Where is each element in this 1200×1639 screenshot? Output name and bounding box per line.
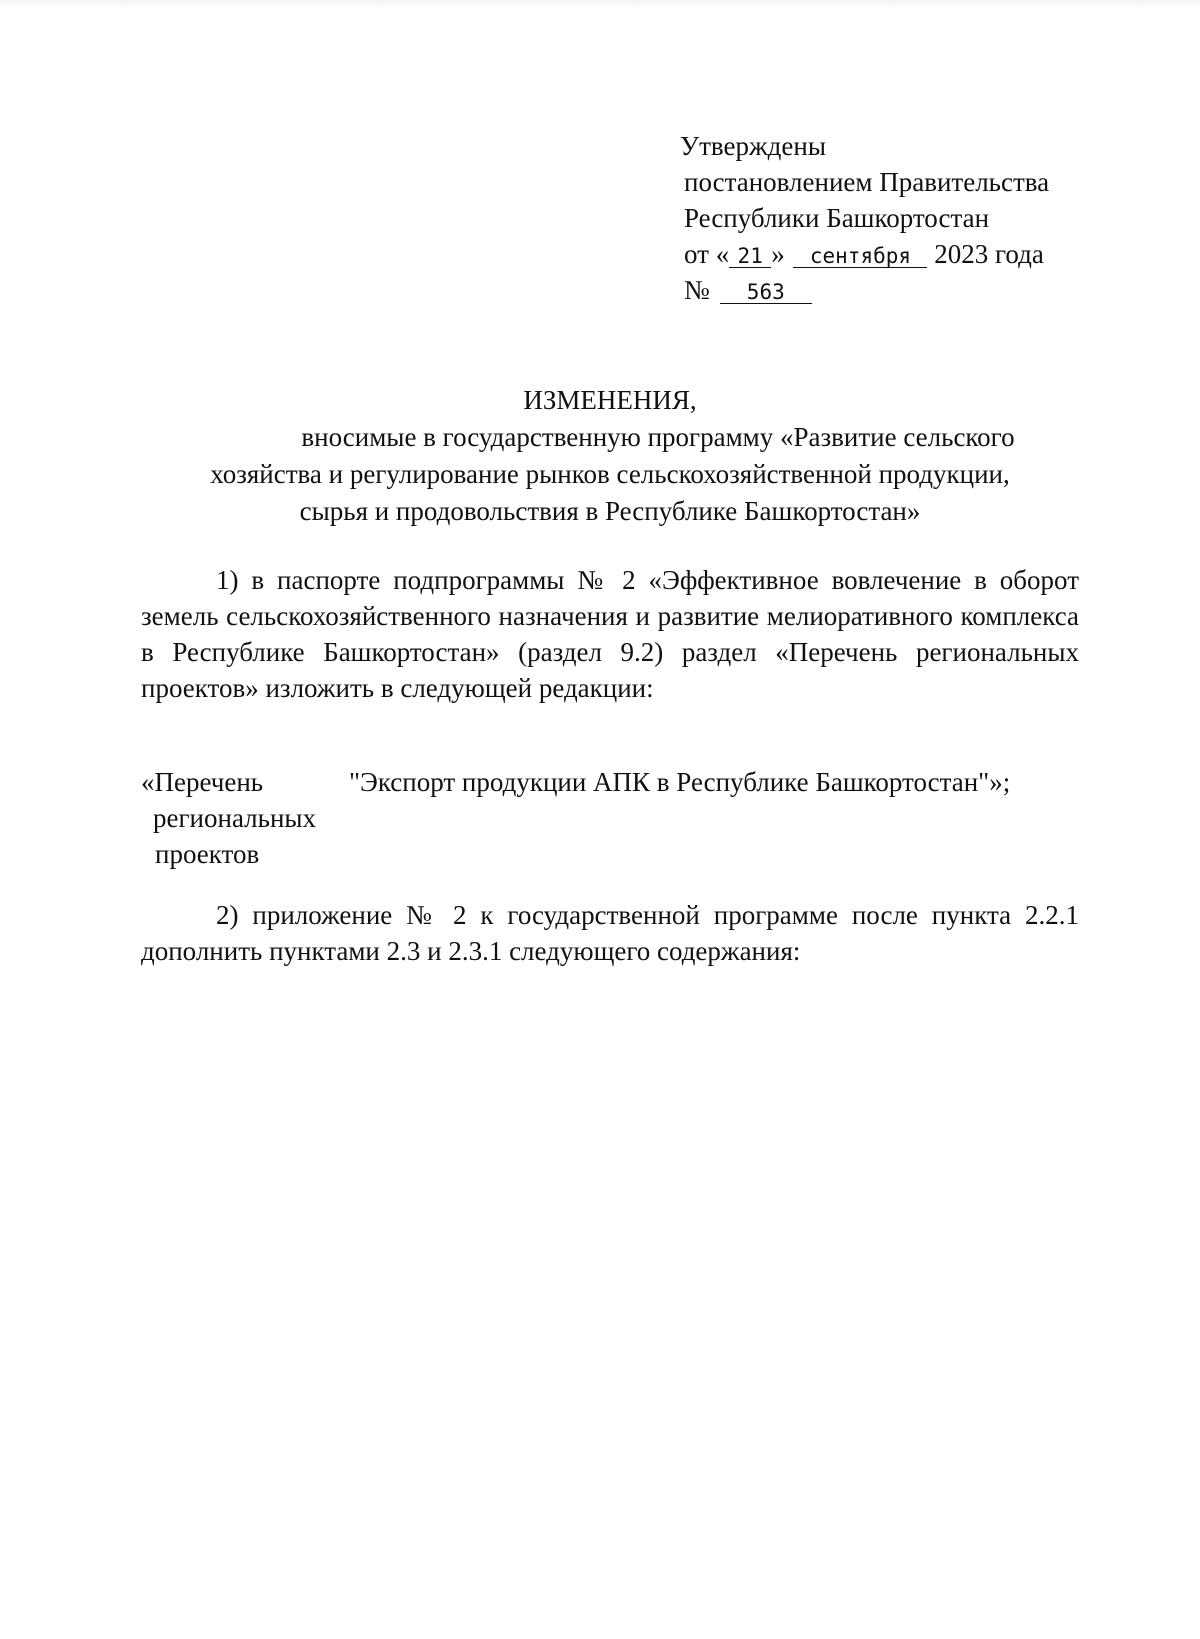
approval-line-resolution: постановлением Правительства — [684, 167, 1050, 197]
title-line-2: хозяйства и регулирование рынков сельскохозяйственной продукции, — [210, 459, 1010, 489]
approval-number-line — [680, 272, 1049, 308]
approval-line-republic: Республики Башкортостан — [684, 203, 990, 233]
title-line-3: сырья и продовольствия в Республике Башкортостан» — [299, 496, 921, 526]
date-day: 21 — [729, 245, 771, 268]
perechen-label-line-2: региональных — [153, 803, 317, 833]
item-2-paragraph: 2) приложение № 2 к государственной программе после пункта 2.2.1 дополнить пунктами 2.3 и 2.3.1 следующего содержания: — [141, 900, 1079, 966]
date-year: 2023 года — [934, 239, 1044, 269]
approval-date-line — [680, 236, 1049, 272]
approval-block — [680, 128, 1049, 308]
item-1-paragraph: 1) в паспорте подпрограммы № 2 «Эффективное вовлечение в оборот земель сельскохозяйственного назначения и развитие мелиоративного комплекса в Республике Башкортостан» (раздел 9.2) раздел «Перечень региональных проектов» изложить в следующей редакции: — [141, 565, 1079, 703]
perechen-label-line-1: «Перечень — [141, 767, 264, 797]
date-month: сентября — [793, 245, 927, 268]
document-title — [140, 382, 1080, 530]
number-prefix: № — [684, 275, 710, 305]
date-prefix: от « — [684, 239, 730, 269]
perechen-label-line-3: проектов — [155, 839, 260, 869]
date-mid: » — [771, 239, 785, 269]
title-line-1: вносимые в государственную программу «Развитие сельского — [301, 422, 1015, 452]
document-number: 563 — [720, 281, 812, 304]
title-heading: ИЗМЕНЕНИЯ, — [523, 385, 697, 415]
scan-edge — [0, 0, 1200, 8]
approval-title: Утверждены — [680, 131, 826, 161]
perechen-value: "Экспорт продукции АПК в Республике Башкортостан"»; — [349, 767, 1011, 797]
